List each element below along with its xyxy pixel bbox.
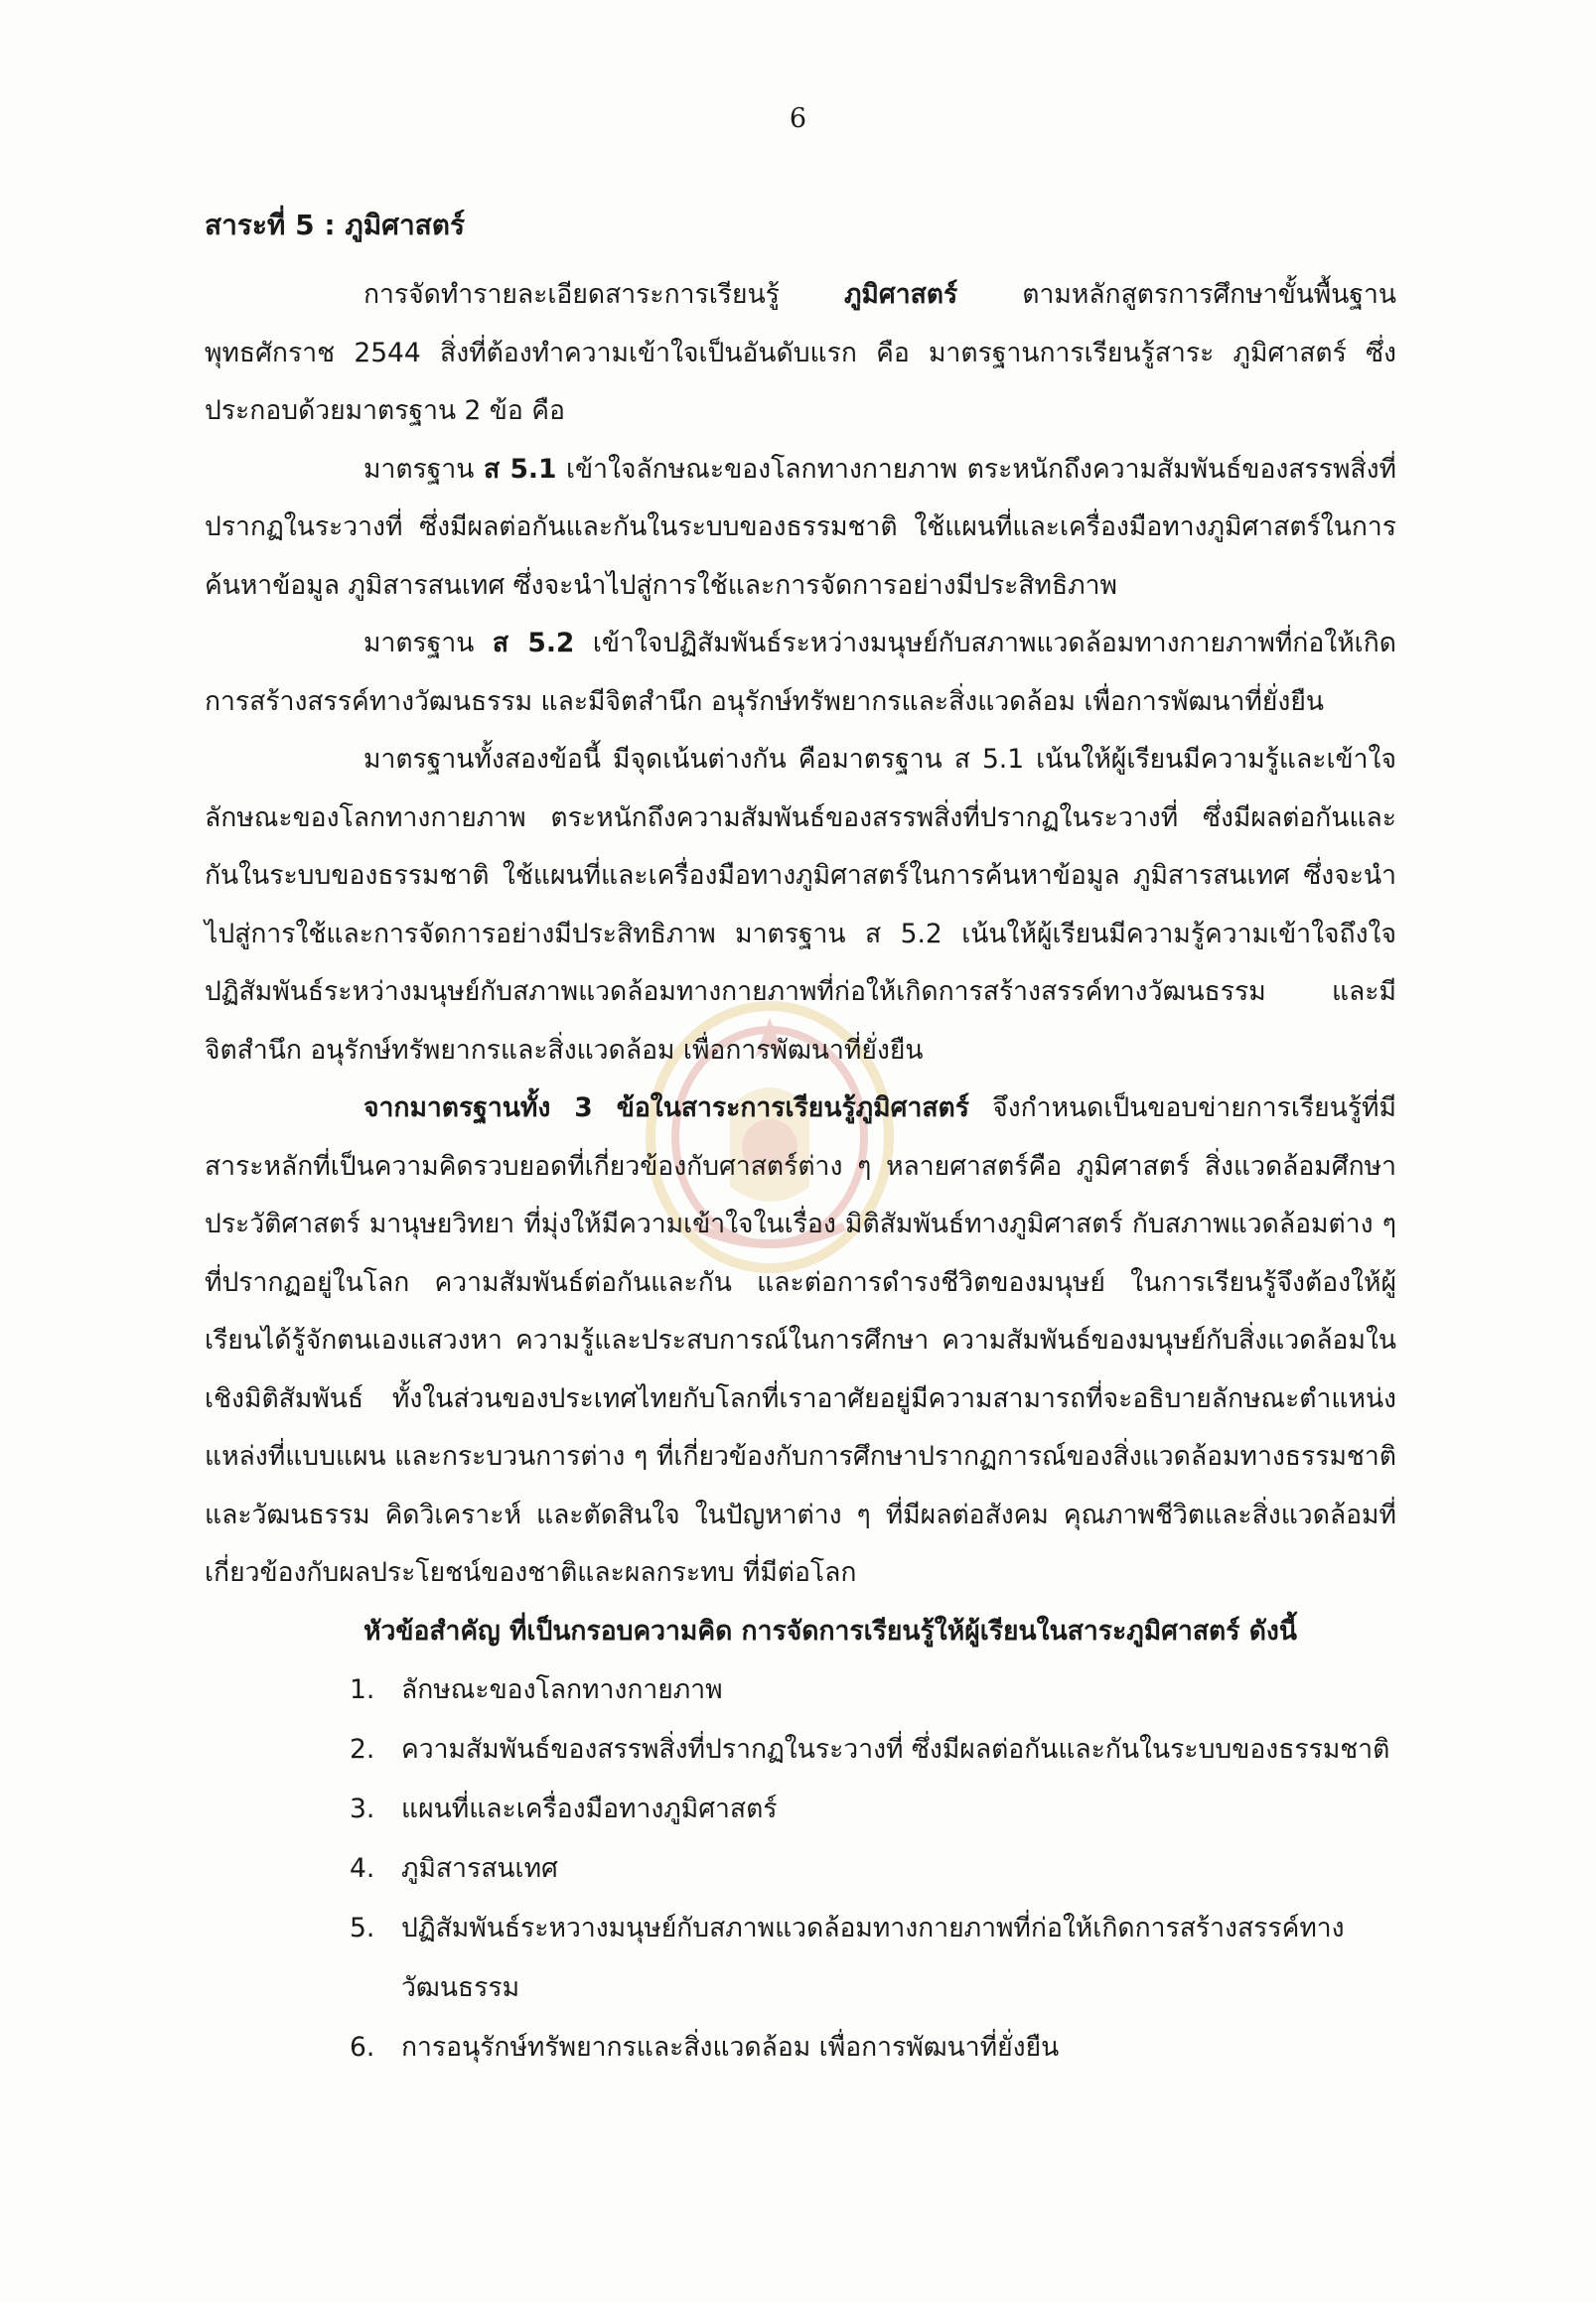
standard-2-prefix: มาตรฐาน bbox=[363, 628, 493, 658]
intro-text-2: ตามหลักสูตรการศึกษาขั้นพื้นฐาน พุทธศักราช 2544 สิ่งที่ต้องทำความเข้าใจเป็นอันดับแรก คือ มาตรฐานการเรียนรู้สาระ ภูมิศาสตร์ ซึ่งประกอบด้วยมาตรฐาน 2 ข้อ คือ bbox=[205, 279, 1397, 426]
list-item-text: ปฏิสัมพันธ์ระหวางมนุษย์กับสภาพแวดล้อมทางกายภาพที่ก่อให้เกิดการสร้างสรรค์ทางวัฒนธรรม bbox=[401, 1913, 1345, 2003]
list-item-text: ภูมิสารสนเทศ bbox=[401, 1853, 558, 1884]
list-item-number: 3. bbox=[350, 1794, 375, 1824]
scope-paragraph bbox=[205, 1080, 1396, 1603]
standard-1-prefix: มาตรฐาน bbox=[363, 453, 484, 485]
standard-2-paragraph bbox=[205, 615, 1396, 731]
document-body bbox=[205, 195, 1396, 2078]
list-item bbox=[350, 1720, 1396, 1780]
intro-subject-bold: ภูมิศาสตร์ bbox=[843, 279, 958, 310]
list-item-text: การอนุรักษ์ทรัพยากรและสิ่งแวดล้อม เพื่อการพัฒนาที่ยั่งยืน bbox=[401, 2032, 1060, 2063]
intro-text-1: การจัดทำรายละเอียดสาระการเรียนรู้ bbox=[363, 279, 844, 310]
list-item bbox=[350, 1839, 1396, 1899]
intro-paragraph bbox=[205, 266, 1396, 441]
topics-list bbox=[205, 1660, 1396, 2078]
list-item bbox=[350, 1660, 1396, 1720]
list-item-text: ความสัมพันธ์ของสรรพสิ่งที่ปรากฏในระวางที่ ซึ่งมีผลต่อกันและกันในระบบของธรรมชาติ bbox=[401, 1734, 1390, 1765]
scope-bold-lead: จากมาตรฐานทั้ง 3 ข้อในสาระการเรียนรู้ภูมิศาสตร์ bbox=[363, 1092, 969, 1123]
list-item-number: 6. bbox=[350, 2032, 375, 2063]
list-item bbox=[350, 1780, 1396, 1839]
list-item-number: 5. bbox=[350, 1913, 375, 1943]
page-number: 6 bbox=[789, 103, 807, 134]
section-heading: สาระที่ 5 : ภูมิศาสตร์ bbox=[205, 209, 465, 241]
list-item-number: 4. bbox=[350, 1853, 375, 1884]
standard-1-code: ส 5.1 bbox=[483, 453, 557, 485]
topics-intro: หัวข้อสำคัญ ที่เป็นกรอบความคิด การจัดการเรียนรู้ให้ผู้เรียนในสาระภูมิศาสตร์ ดังนี้ bbox=[363, 1615, 1297, 1647]
scope-text: จึงกำหนดเป็นขอบข่ายการเรียนรู้ที่มีสาระหลักที่เป็นความคิดรวบยอดที่เกี่ยวข้องกับศาสตร์ต่าง ๆ หลายศาสตร์คือ ภูมิศาสตร์ สิ่งแวดล้อมศึกษา ประวัติศาสตร์ มานุษยวิทยา ที่มุ่งให้มีความเข้าใจในเรื่อง มิติสัมพันธ์ทางภูมิศาสตร์ กับสภาพแวดล้อมต่าง ๆ ที่ปรากฏอยู่ในโลก ความสัมพันธ์ต่อกันและกัน และต่อการดำรงชีวิตของมนุษย์ ในการเรียนรู้จึงต้องให้ผู้เรียนได้รู้จักตนเองแสวงหา ความรู้และประสบการณ์ในการศึกษา ความสัมพันธ์ของมนุษย์กับสิ่งแวดล้อมในเชิงมิติสัมพันธ์ ทั้งในส่วนของประเทศไทยกับโลกที่เราอาศัยอยู่มีความสามารถที่จะอธิบายลักษณะตำแหน่งแหล่งที่แบบแผน และกระบวนการต่าง ๆ ที่เกี่ยวข้องกับการศึกษาปรากฏการณ์ของสิ่งแวดล้อมทางธรรมชาติ และวัฒนธรรม คิดวิเคราะห์ และตัดสินใจ ในปัญหาต่าง ๆ ที่มีผลต่อสังคม คุณภาพชีวิตและสิ่งแวดล้อมที่เกี่ยวข้องกับผลประโยชน์ของชาติและผลกระทบ ที่มีต่อโลก bbox=[205, 1092, 1396, 1588]
standard-2-text: เข้าใจปฏิสัมพันธ์ระหว่างมนุษย์กับสภาพแวดล้อมทางกายภาพที่ก่อให้เกิดการสร้างสรรค์ทางวัฒนธรรม และมีจิตสำนึก อนุรักษ์ทรัพยากรและสิ่งแวดล้อม เพื่อการพัฒนาที่ยั่งยืน bbox=[205, 628, 1396, 717]
standard-1-text: เข้าใจลักษณะของโลกทางกายภาพ ตระหนักถึงความสัมพันธ์ของสรรพสิ่งที่ปรากฏในระวางที่ ซึ่งมีผลต่อกันและกันในระบบของธรรมชาติ ใช้แผนที่และเครื่องมือทางภูมิศาสตร์ในการค้นหาข้อมูล ภูมิสารสนเทศ ซึ่งจะนำไปสู่การใช้และการจัดการอย่างมีประสิทธิภาพ bbox=[205, 453, 1396, 601]
list-item-text: ลักษณะของโลกทางกายภาพ bbox=[401, 1674, 723, 1705]
list-item-number: 2. bbox=[350, 1734, 375, 1765]
standard-1-paragraph bbox=[205, 441, 1396, 616]
list-item-number: 1. bbox=[350, 1674, 375, 1705]
list-item bbox=[350, 2018, 1396, 2078]
list-item-text: แผนที่และเครื่องมือทางภูมิศาสตร์ bbox=[401, 1794, 778, 1824]
list-item bbox=[350, 1899, 1396, 2018]
both-standards-paragraph: มาตรฐานทั้งสองข้อนี้ มีจุดเน้นต่างกัน คือมาตรฐาน ส 5.1 เน้นให้ผู้เรียนมีความรู้และเข้าใจลักษณะของโลกทางกายภาพ ตระหนักถึงความสัมพันธ์ของสรรพสิ่งที่ปรากฏในระวางที่ ซึ่งมีผลต่อกันและกันในระบบของธรรมชาติ ใช้แผนที่และเครื่องมือทางภูมิศาสตร์ในการค้นหาข้อมูล ภูมิสารสนเทศ ซึ่งจะนำไปสู่การใช้และการจัดการอย่างมีประสิทธิภาพ มาตรฐาน ส 5.2 เน้นให้ผู้เรียนมีความรู้ความเข้าใจถึงใจปฏิสัมพันธ์ระหว่างมนุษย์กับสภาพแวดล้อมทางกายภาพที่ก่อให้เกิดการสร้างสรรค์ทางวัฒนธรรม และมีจิตสำนึก อนุรักษ์ทรัพยากรและสิ่งแวดล้อม เพื่อการพัฒนาที่ยั่งยืน bbox=[205, 744, 1396, 1066]
standard-2-code: ส 5.2 bbox=[492, 628, 575, 658]
